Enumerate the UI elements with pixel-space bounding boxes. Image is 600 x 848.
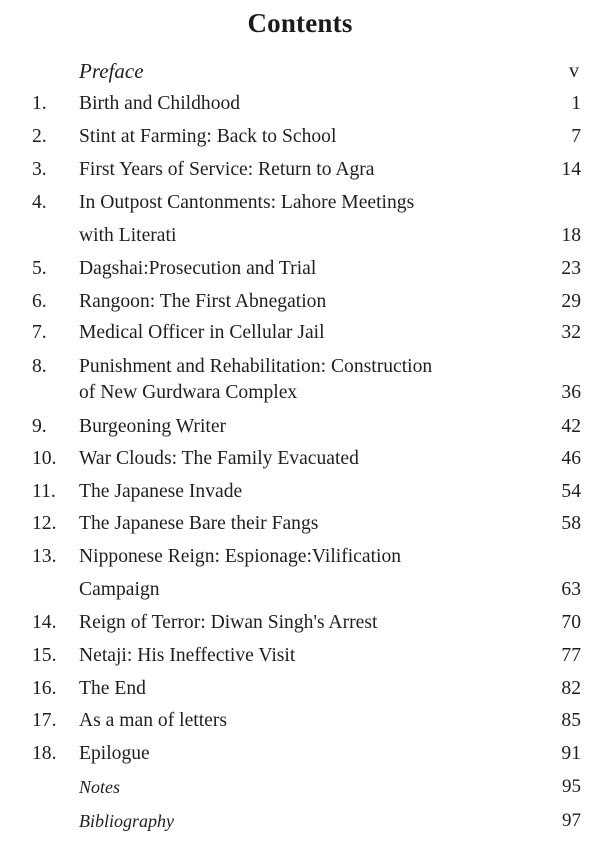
entry-number: 15.: [32, 645, 57, 666]
entry-page: 54: [561, 481, 581, 502]
entry-title: The End: [79, 678, 146, 699]
entry-number: 16.: [32, 678, 57, 699]
entry-title: War Clouds: The Family Evacuated: [79, 448, 359, 469]
entry-title: Preface: [79, 59, 144, 83]
page-title: Contents: [247, 8, 353, 38]
entry-number: 18.: [32, 743, 57, 764]
entry-number: 6.: [32, 291, 47, 312]
entry-page: 36: [561, 382, 581, 403]
entry-number: 3.: [32, 159, 47, 180]
toc-entry: [0, 320, 600, 346]
entry-page: 42: [561, 416, 581, 437]
toc-entry: [0, 354, 600, 380]
entry-number: 7.: [32, 322, 47, 343]
entry-number: 8.: [32, 356, 47, 377]
entry-page: 1: [571, 93, 581, 114]
entry-title: The Japanese Bare their Fangs: [79, 513, 319, 534]
entry-number: 10.: [32, 448, 57, 469]
entry-title: First Years of Service: Return to Agra: [79, 159, 375, 180]
entry-page: 77: [561, 645, 581, 666]
toc-entry: [0, 511, 600, 537]
toc-entry: [0, 124, 600, 150]
entry-title: Campaign: [79, 579, 160, 600]
entry-title: Stint at Farming: Back to School: [79, 126, 337, 147]
toc-entry: [0, 479, 600, 505]
entry-page: v: [569, 60, 579, 82]
entry-number: 5.: [32, 258, 47, 279]
entry-title: Dagshai:Prosecution and Trial: [79, 258, 317, 279]
entry-page: 82: [561, 678, 581, 699]
toc-entry: [0, 446, 600, 472]
entry-title: Epilogue: [79, 743, 150, 764]
toc-entry: [0, 643, 600, 669]
entry-title: Notes: [79, 777, 121, 797]
entry-page: 58: [561, 513, 581, 534]
entry-page: 95: [562, 776, 581, 797]
toc-entry-continuation: [0, 577, 600, 603]
entry-title: Netaji: His Ineffective Visit: [79, 645, 296, 666]
toc-entry: [0, 708, 600, 734]
entry-title: In Outpost Cantonments: Lahore Meetings: [79, 192, 415, 213]
entry-page: 97: [562, 810, 581, 831]
entry-title: Medical Officer in Cellular Jail: [79, 322, 325, 343]
toc-entry: [0, 414, 600, 440]
toc-entry: [0, 610, 600, 636]
entry-number: 11.: [32, 481, 56, 502]
entry-title: As a man of letters: [79, 710, 227, 731]
entry-title: Birth and Childhood: [79, 93, 241, 114]
entry-title: Burgeoning Writer: [79, 416, 227, 437]
entry-page: 91: [561, 743, 581, 764]
entry-title: with Literati: [79, 225, 177, 246]
entry-page: 29: [561, 291, 581, 312]
entry-title: of New Gurdwara Complex: [79, 382, 298, 403]
entry-number: 17.: [32, 710, 57, 731]
entry-page: 7: [571, 126, 581, 147]
entry-number: 13.: [32, 546, 57, 567]
entry-number: 9.: [32, 416, 47, 437]
toc-entry: [0, 157, 600, 183]
entry-number: 2.: [32, 126, 47, 147]
entry-page: 70: [561, 612, 581, 633]
entry-title: Nipponese Reign: Espionage:Vilification: [79, 546, 402, 567]
entry-title: Rangoon: The First Abnegation: [79, 291, 327, 312]
entry-number: 12.: [32, 513, 57, 534]
entry-page: 23: [561, 258, 581, 279]
toc-entry: [0, 190, 600, 216]
entry-page: 18: [561, 225, 581, 246]
entry-title: Reign of Terror: Diwan Singh's Arrest: [79, 612, 378, 633]
entry-title: Punishment and Rehabilitation: Construction: [79, 356, 433, 377]
toc-entry-continuation: [0, 380, 600, 406]
toc-entry: [0, 289, 600, 315]
toc-entry-preface: [0, 58, 600, 84]
entry-page: 46: [561, 448, 581, 469]
entry-number: 4.: [32, 192, 47, 213]
toc-entry: [0, 544, 600, 570]
entry-title: The Japanese Invade: [79, 481, 243, 502]
entry-title: Bibliography: [79, 811, 174, 831]
entry-page: 63: [561, 579, 581, 600]
toc-entry: [0, 91, 600, 117]
entry-page: 85: [561, 710, 581, 731]
toc-entry-continuation: [0, 223, 600, 249]
toc-entry-bibliography: [0, 808, 600, 834]
entry-number: 14.: [32, 612, 57, 633]
toc-entry-notes: [0, 774, 600, 800]
entry-page: 14: [561, 159, 581, 180]
toc-entry: [0, 256, 600, 282]
entry-number: 1.: [32, 93, 47, 114]
entry-page: 32: [561, 322, 581, 343]
toc-entry: [0, 741, 600, 767]
toc-entry: [0, 676, 600, 702]
